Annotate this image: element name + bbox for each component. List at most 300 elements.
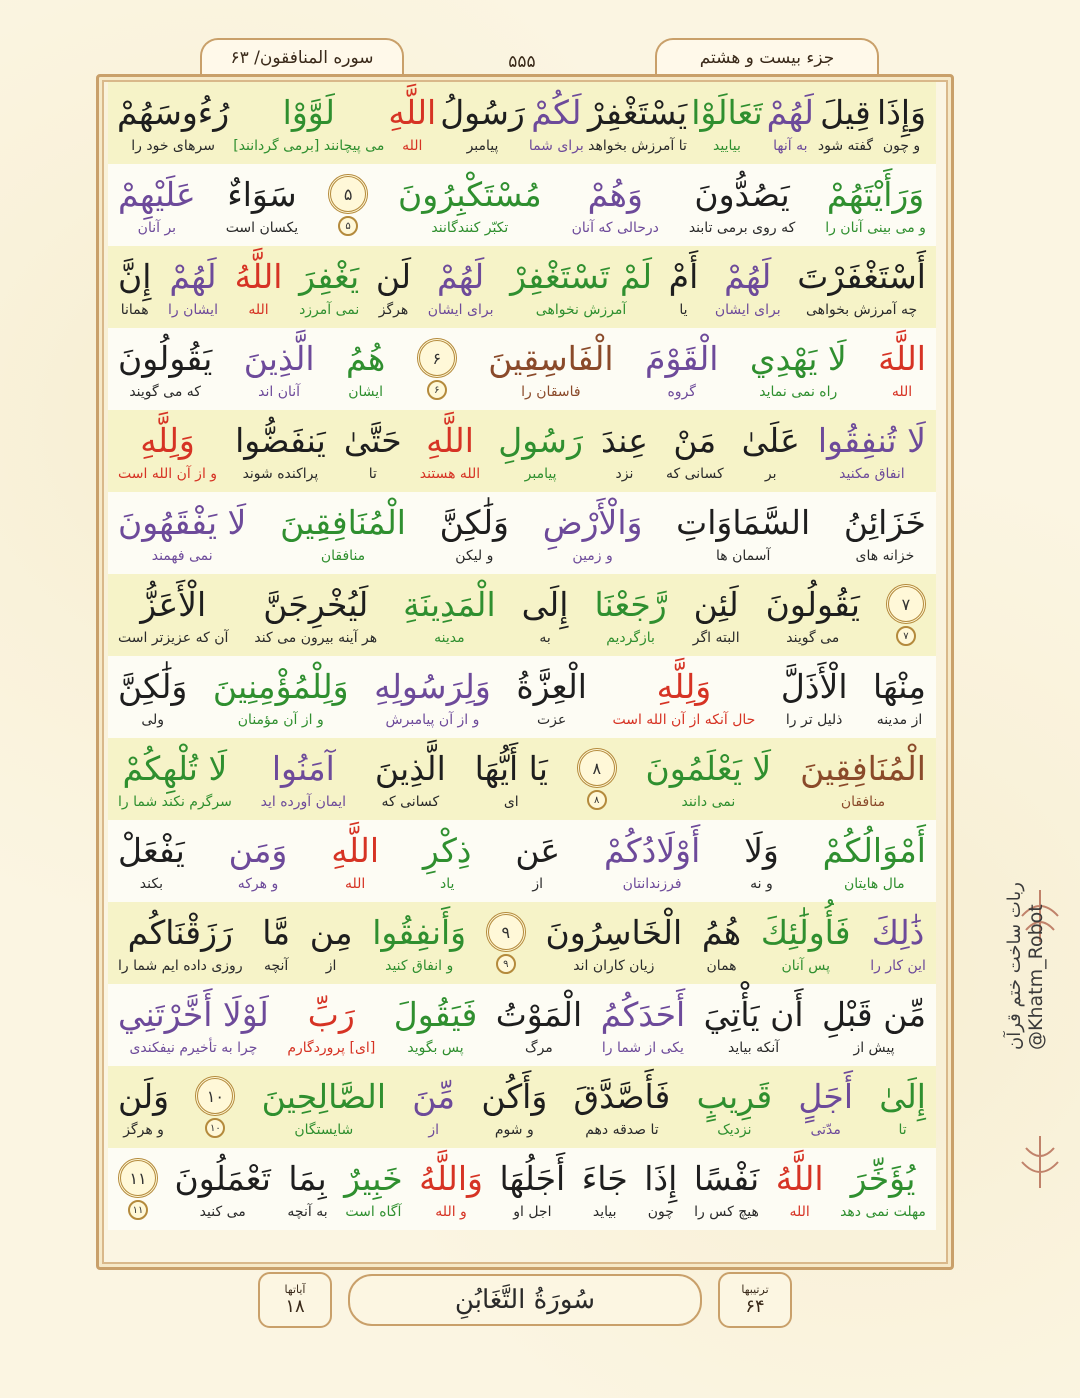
persian-translation: الله (789, 1204, 810, 1220)
verse-row (108, 82, 936, 164)
word-cell (116, 902, 245, 984)
arabic-word: مَّا (262, 913, 291, 952)
arabic-word: أَوْلَادُكُمْ (603, 831, 701, 870)
word-cell (759, 902, 853, 984)
persian-translation: [ای] پروردگارم (287, 1040, 376, 1056)
verse-rows (108, 82, 936, 1230)
persian-translation: و انفاق کنید (385, 958, 454, 974)
arabic-word: فَيَقُولَ (393, 995, 478, 1034)
arabic-word: وَمَن (228, 831, 288, 870)
word-cell (231, 82, 386, 164)
persian-translation: تا (898, 1122, 907, 1138)
arabic-word: لَهُمْ (724, 257, 772, 296)
surah-order-label: ترتیبها (741, 1283, 769, 1296)
ayah-number (326, 164, 370, 246)
persian-translation: تا آمرزش بخواهد (588, 138, 687, 154)
arabic-word: تَعَالَوْا (691, 93, 763, 132)
arabic-word: الْعِزَّةُ (516, 667, 587, 706)
word-cell (438, 82, 527, 164)
word-cell (116, 164, 198, 246)
persian-translation: خزانه های (855, 548, 915, 564)
persian-translation: پراکنده شوند (242, 466, 319, 482)
ayah-number-marker: ۸ (577, 748, 617, 788)
next-surah-title: سُورَةُ التَّغَابُنِ (454, 1285, 596, 1315)
persian-translation: منافقان (320, 548, 366, 564)
persian-translation: نمی آمرزد (299, 302, 360, 318)
word-cell (702, 984, 806, 1066)
word-cell (599, 410, 650, 492)
persian-translation: و لیکن (455, 548, 494, 564)
word-cell (700, 902, 743, 984)
arabic-word: وَلَن (118, 1077, 170, 1116)
arabic-word: الَّذِينَ (243, 339, 315, 378)
persian-translation: مدینه (434, 630, 465, 646)
arabic-word: السَّمَاوَاتِ (676, 503, 811, 542)
persian-translation: پیش از (853, 1040, 895, 1056)
word-cell (544, 902, 685, 984)
arabic-word: الْمُنَافِقِينَ (280, 503, 406, 542)
arabic-word: عَن (515, 831, 561, 870)
side-ornament-bottom-icon (1012, 1132, 1068, 1192)
persian-translation: چه آمرزش بخواهی (806, 302, 918, 318)
word-cell (211, 656, 351, 738)
persian-translation: کسانی که (666, 466, 724, 482)
word-cell (497, 1148, 567, 1230)
persian-translation: هیچ کس را (694, 1204, 759, 1220)
word-cell (227, 820, 290, 902)
arabic-word: وَلِلَّهِ (656, 667, 712, 706)
arabic-word: عَلَيْهِمْ (118, 175, 196, 214)
arabic-word: لَهُمْ (766, 93, 814, 132)
word-cell (116, 984, 271, 1066)
persian-translation: تا صدقه دهم (585, 1122, 659, 1138)
arabic-word: لَن (375, 257, 412, 296)
persian-translation: یا (679, 302, 688, 318)
persian-translation: الله هستند (419, 466, 481, 482)
word-cell (242, 328, 317, 410)
word-cell (486, 328, 615, 410)
arabic-word: بِمَا (288, 1159, 327, 1198)
persian-translation: پس آنان (781, 958, 830, 974)
arabic-word: لَا يَهْدِي (749, 339, 847, 378)
ayah-number-marker: ۵ (328, 174, 368, 214)
word-cell (765, 82, 816, 164)
arabic-word: لَا يَعْلَمُونَ (645, 749, 772, 788)
arabic-word: الْأَعَزُّ (140, 585, 207, 624)
arabic-word: هُمُ (345, 339, 386, 378)
persian-translation: آگاه است (345, 1204, 402, 1220)
persian-translation: درحالی که آنان (571, 220, 659, 236)
ayah-number (484, 902, 528, 984)
word-cell (570, 164, 661, 246)
arabic-word: وَلَا (744, 831, 779, 870)
persian-translation: آنکه بیاید (728, 1040, 780, 1056)
verses-count-label: آیاتها (284, 1283, 306, 1296)
juz-header-tab (655, 38, 879, 76)
word-cell (401, 574, 497, 656)
word-cell (233, 246, 285, 328)
word-cell (116, 410, 219, 492)
word-cell (396, 164, 544, 246)
word-cell (586, 82, 689, 164)
arabic-word: اللَّهِ (426, 421, 474, 460)
verse-row (108, 656, 936, 738)
arabic-word: لَيُخْرِجَنَّ (263, 585, 369, 624)
arabic-word: مِّن قَبْلِ (821, 995, 926, 1034)
persian-translation: نمی فهمند (151, 548, 213, 564)
persian-translation: و نه (750, 876, 773, 892)
word-cell (259, 738, 348, 820)
persian-translation: ذلیل تر را (785, 712, 843, 728)
arabic-word: اللَّهِ (388, 93, 437, 132)
ayah-number-small-marker: ۹ (496, 954, 516, 974)
word-cell (599, 984, 688, 1066)
word-cell (115, 82, 231, 164)
word-cell (372, 656, 493, 738)
persian-translation: می پیچانند [برمی گردانند] (233, 138, 385, 154)
ayah-number-small-marker: ۵ (338, 216, 358, 236)
word-cell (116, 656, 189, 738)
verses-count-box (258, 1272, 332, 1328)
arabic-word: مِّنَ (412, 1077, 456, 1116)
surah-reference: سوره المنافقون/ ۶۳ (230, 48, 374, 68)
word-cell (496, 410, 585, 492)
ayah-number-small-marker: ۱۰ (205, 1118, 225, 1138)
word-cell (438, 492, 511, 574)
word-cell (602, 820, 702, 902)
word-cell (173, 1148, 273, 1230)
persian-translation: یکی از شما را (601, 1040, 684, 1056)
word-cell (748, 328, 849, 410)
persian-translation: چون (647, 1204, 674, 1220)
arabic-word: عَلَىٰ (741, 421, 800, 460)
word-cell (278, 492, 408, 574)
word-cell (580, 1148, 630, 1230)
persian-translation: می گویند (786, 630, 840, 646)
arabic-word: حَتَّىٰ (343, 421, 402, 460)
word-cell (527, 82, 586, 164)
verse-row (108, 902, 936, 984)
persian-translation: از (532, 876, 544, 892)
arabic-word: لَا يَفْقَهُونَ (118, 503, 247, 542)
persian-translation: از مدینه (876, 712, 923, 728)
word-cell (252, 574, 379, 656)
arabic-word: وَلِلَّهِ (140, 421, 195, 460)
word-cell (285, 1148, 329, 1230)
arabic-word: يَصُدُّونَ (694, 175, 790, 214)
word-cell (644, 738, 774, 820)
persian-translation: پیامبر (524, 466, 557, 482)
persian-translation: ایشان را (168, 302, 218, 318)
ayah-number-marker: ۹ (486, 912, 526, 952)
arabic-word: إِلَى (521, 585, 569, 624)
arabic-word: فَأَصَّدَّقَ (573, 1077, 671, 1116)
arabic-word: لَكُمْ (531, 93, 582, 132)
arabic-word: يَا أَيُّهَا (474, 749, 548, 788)
surah-order-box (718, 1272, 792, 1328)
persian-translation: سرگرم نکند شما را (118, 794, 232, 810)
persian-translation: راه نمی نماید (759, 384, 838, 400)
persian-translation: برای ایشان (427, 302, 494, 318)
arabic-word: الْأَذَلَّ (780, 667, 848, 706)
persian-translation: و می بینی آنان را (825, 220, 926, 236)
word-cell (674, 492, 812, 574)
arabic-word: وَإِذَا (877, 93, 926, 132)
arabic-word: الْمُنَافِقِينَ (800, 749, 926, 788)
word-cell (494, 984, 584, 1066)
arabic-word: أَحَدَكُمُ (600, 995, 686, 1034)
persian-translation: مدّتی (810, 1122, 841, 1138)
persian-translation: بکند (139, 876, 163, 892)
word-cell (592, 574, 668, 656)
arabic-word: لَوْلَا أَخَّرْتَنِي (118, 995, 269, 1034)
word-cell (795, 246, 928, 328)
persian-translation: آن که عزیزتر است (118, 630, 229, 646)
word-cell (774, 1148, 826, 1230)
word-cell (868, 902, 928, 984)
arabic-word: لَا تُلْهِكُمْ (122, 749, 228, 788)
arabic-word: الْمَدِينَةِ (403, 585, 496, 624)
arabic-word: وَاللَّهُ (419, 1159, 483, 1198)
arabic-word: رَسُولِ (498, 421, 583, 460)
persian-translation: الله (248, 302, 269, 318)
surah-header-tab (200, 38, 404, 76)
word-cell (572, 1066, 673, 1148)
word-cell (373, 738, 448, 820)
persian-translation: آسمان ها (715, 548, 771, 564)
persian-translation: آمرزش نخواهی (535, 302, 627, 318)
ayah-number-small-marker: ۸ (587, 790, 607, 810)
arabic-word: الصَّالِحِينَ (261, 1077, 386, 1116)
word-cell (166, 246, 220, 328)
arabic-word: لَمْ تَسْتَغْفِرْ (510, 257, 653, 296)
arabic-word: تَعْمَلُونَ (174, 1159, 271, 1198)
persian-translation: به (539, 630, 551, 646)
arabic-word: وَلِرَسُولِهِ (374, 667, 491, 706)
word-cell (838, 1148, 928, 1230)
arabic-word: الْفَاسِقِينَ (488, 339, 614, 378)
watermark-handle: @Khatm_Robot (1025, 904, 1047, 1050)
arabic-word: اللَّهُ (234, 257, 283, 296)
arabic-word: مِنْهَا (873, 667, 926, 706)
word-cell (842, 492, 928, 574)
word-cell (713, 246, 783, 328)
arabic-word: نَفْسًا (693, 1159, 760, 1198)
persian-translation: و زمین (572, 548, 613, 564)
word-cell (877, 1066, 928, 1148)
arabic-word: وَلَٰكِنَّ (118, 667, 188, 706)
word-cell (421, 820, 474, 902)
arabic-word: يَنفَضُّوا (235, 421, 326, 460)
watermark (1004, 880, 1047, 1050)
word-cell (541, 492, 645, 574)
persian-translation: می کنید (199, 1204, 246, 1220)
arabic-word: وَالْأَرْضِ (542, 503, 643, 542)
ayah-number-marker: ۱۱ (118, 1158, 158, 1198)
word-cell (689, 82, 764, 164)
persian-translation: از (325, 958, 337, 974)
word-cell (876, 328, 928, 410)
next-surah-banner (348, 1274, 702, 1326)
persian-translation: به آنچه (287, 1204, 328, 1220)
watermark-title: ربات ساخت ختم قرآن (1004, 882, 1025, 1050)
word-cell (116, 820, 187, 902)
word-cell (610, 656, 757, 738)
word-cell (687, 164, 797, 246)
word-cell (426, 246, 496, 328)
arabic-word: وَلِلْمُؤْمِنِينَ (212, 667, 349, 706)
verse-row (108, 410, 936, 492)
word-cell (816, 410, 928, 492)
persian-translation: هرگز (378, 302, 409, 318)
arabic-word: وَهُمْ (587, 175, 643, 214)
arabic-word: وَأَكُن (481, 1077, 548, 1116)
persian-translation: بیاید (592, 1204, 617, 1220)
persian-translation: پیامبر (466, 138, 499, 154)
word-cell (667, 246, 701, 328)
arabic-word: اللَّهَ (878, 339, 926, 378)
arabic-word: ذَٰلِكَ (871, 913, 925, 952)
arabic-word: الْقَوْمَ (645, 339, 719, 378)
persian-translation: نزد (615, 466, 634, 482)
arabic-word: لَهُمْ (169, 257, 217, 296)
arabic-word: أَجَلُهَا (499, 1159, 566, 1198)
word-cell (297, 246, 361, 328)
word-cell (308, 902, 355, 984)
persian-translation: مهلت نمی دهد (840, 1204, 926, 1220)
arabic-word: إِنَّ (118, 257, 152, 296)
word-cell (798, 738, 928, 820)
persian-translation: مال هایتان (843, 876, 905, 892)
persian-translation: ولی (141, 712, 165, 728)
arabic-word: الْخَاسِرُونَ (545, 913, 683, 952)
persian-translation: بر (764, 466, 777, 482)
verse-row (108, 492, 936, 574)
persian-translation: همان (706, 958, 737, 974)
arabic-word: جَاءَ (581, 1159, 628, 1198)
arabic-word: رَبِّ (307, 995, 355, 1034)
arabic-word: الْمَوْتُ (495, 995, 583, 1034)
persian-translation: الله (891, 384, 913, 400)
arabic-word: يَقُولُونَ (118, 339, 213, 378)
arabic-word: فَأُولَٰئِكَ (760, 913, 851, 952)
ayah-number-small-marker: ۶ (427, 380, 447, 400)
persian-translation: که می گویند (129, 384, 201, 400)
arabic-word: أَسْتَغْفَرْتَ (797, 257, 926, 296)
persian-translation: ایمان آورده اید (260, 794, 347, 810)
verse-row (108, 246, 936, 328)
verse-row (108, 164, 936, 246)
arabic-word: أَمْوَالُكُمْ (822, 831, 926, 870)
persian-translation: همانا (120, 302, 149, 318)
verse-row (108, 984, 936, 1066)
verses-count-value: ۱۸ (285, 1296, 305, 1317)
arabic-word: مِن (309, 913, 353, 952)
arabic-word: مُسْتَكْبِرُونَ (398, 175, 542, 214)
persian-translation: گروه (667, 384, 696, 400)
persian-translation: تا (368, 466, 377, 482)
arabic-word: يَسْتَغْفِرْ (587, 93, 688, 132)
arabic-word: إِلَىٰ (879, 1077, 926, 1116)
arabic-word: خَزَائِنُ (843, 503, 926, 542)
arabic-word: وَأَنفِقُوا (372, 913, 467, 952)
word-cell (742, 820, 781, 902)
word-cell (821, 820, 928, 902)
arabic-word: أَجَلٍ (798, 1077, 853, 1116)
persian-translation: شایستگان (294, 1122, 354, 1138)
arabic-word: اللَّهُ (775, 1159, 824, 1198)
word-cell (344, 328, 387, 410)
word-cell (233, 410, 328, 492)
persian-translation: الله (344, 876, 366, 892)
arabic-word: رُءُوسَهُمْ (117, 93, 230, 132)
word-cell (816, 82, 875, 164)
word-cell (642, 1148, 679, 1230)
persian-translation: حال آنکه از آن الله است (612, 712, 756, 728)
arabic-word: اللَّهِ (331, 831, 380, 870)
arabic-word: أَمْ (668, 257, 699, 296)
persian-translation: بازگردیم (606, 630, 655, 646)
word-cell (370, 902, 468, 984)
arabic-word: رَّجَعْنَا (594, 585, 667, 624)
word-cell (374, 246, 413, 328)
word-cell (418, 410, 482, 492)
persian-translation: منافقان (840, 794, 886, 810)
arabic-word: وَلَٰكِنَّ (439, 503, 509, 542)
word-cell (392, 984, 479, 1066)
persian-translation: فاسقان را (521, 384, 581, 400)
word-cell (260, 902, 292, 984)
persian-translation: فرزندانتان (622, 876, 682, 892)
arabic-word: آمَنُوا (271, 749, 335, 788)
arabic-word: وَرَأَيْتَهُمْ (826, 175, 925, 214)
arabic-word: عِندَ (600, 421, 648, 460)
word-cell (643, 328, 720, 410)
verse-row (108, 328, 936, 410)
arabic-word: رَزَقْنَاكُم (127, 913, 233, 952)
persian-translation: مرگ (525, 1040, 553, 1056)
verse-row (108, 1066, 936, 1148)
persian-translation: و از آن مؤمنان (237, 712, 324, 728)
word-cell (796, 1066, 855, 1148)
verse-row (108, 820, 936, 902)
word-cell (871, 656, 928, 738)
word-cell (116, 738, 234, 820)
ayah-number-marker: ۱۰ (195, 1076, 235, 1116)
persian-translation: البته اگر (692, 630, 740, 646)
word-cell (417, 1148, 485, 1230)
word-cell (116, 492, 248, 574)
word-cell (508, 246, 654, 328)
arabic-word: قِيلَ (820, 93, 871, 132)
arabic-word: إِذَا (644, 1159, 678, 1198)
arabic-word: لَوَّوْا (282, 93, 335, 132)
arabic-word: لَهُمْ (436, 257, 485, 296)
arabic-word: مَنْ (673, 421, 717, 460)
persian-translation: بر آنان (137, 220, 177, 236)
word-cell (740, 410, 802, 492)
persian-translation: سرهای خود را (131, 138, 215, 154)
word-cell (116, 328, 214, 410)
persian-translation: تکبّر کنندگانند (431, 220, 509, 236)
ayah-number (193, 1066, 237, 1148)
persian-translation: این کار را (870, 958, 926, 974)
persian-translation: انفاق مکنید (839, 466, 905, 482)
persian-translation: بیایید (713, 138, 741, 154)
persian-translation: روزی داده ایم شما را (118, 958, 243, 974)
ayah-number-small-marker: ۷ (896, 626, 916, 646)
word-cell (875, 82, 928, 164)
